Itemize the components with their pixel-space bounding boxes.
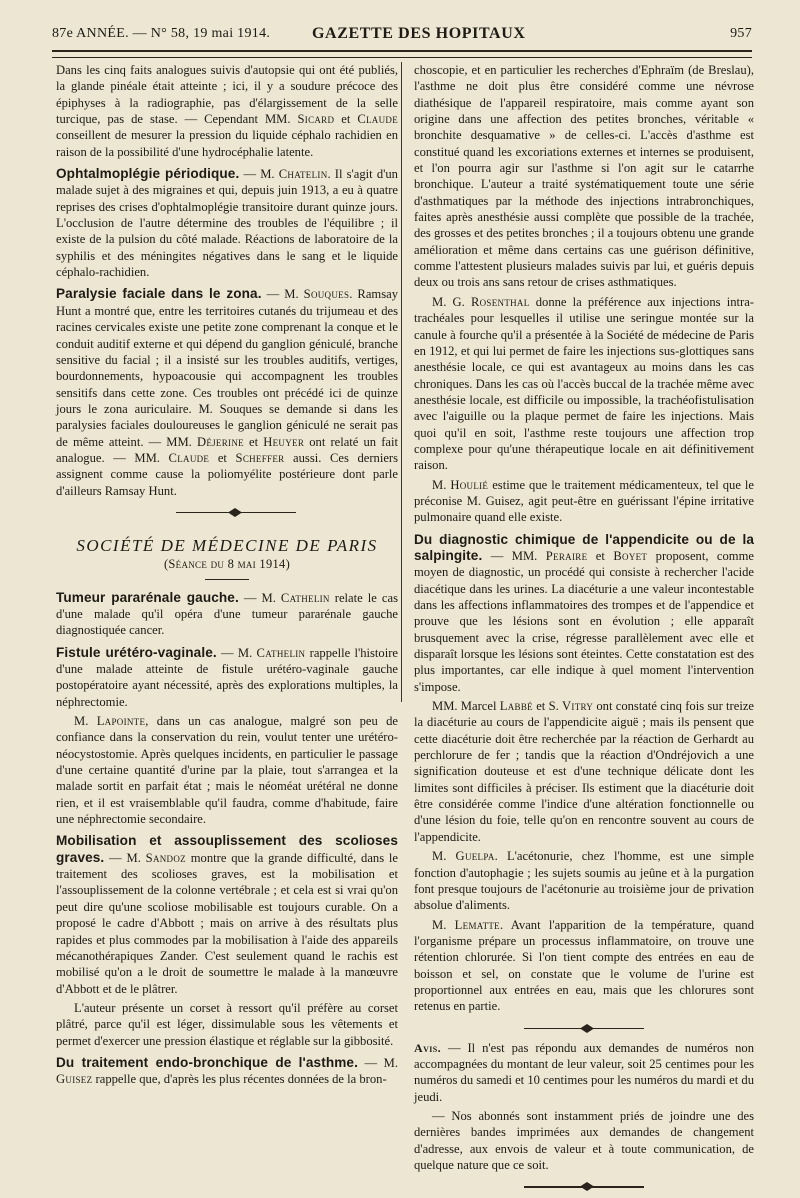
- entry-scolioses: Mobilisation et assouplissement des scolioses graves. — M. Sandoz montre que la grande difficulté, dans le traitement des scolioses graves, est la mobilisation et l'assouplissement de la colonne vertébrale ; et cela est si vrai qu'on peut dire qu'une scoliose mobilisable est toujours curable. On a proposé le cadre d'Abbott ; mais on arrive à des résultats plus rapides et plus commodes par la mobilisation à l'aide des appareils mécanothérapiques Zander. C'est seulement quand le rachis est mobilisé qu'on a le droit de soumettre le malade à la manœuvre d'Abbott et de le plâtrer.: [56, 833, 399, 996]
- right-column: [414, 62, 755, 1172]
- entry-title: Ophtalmoplégie périodique.: [56, 166, 240, 182]
- paragraph-guelpa: M. Guelpa. L'acétonurie, chez l'homme, est une simple fonction d'autophagie ; les sujets soumis au jeûne et à la purgation font presque toujours de l'acétonurie au troisième jour de privation absolue d'aliments.: [414, 849, 754, 913]
- entry-title: Du traitement endo-bronchique de l'asthme.: [56, 1054, 358, 1070]
- paragraph-lematte: M. Lematte. Avant l'apparition de la température, quand l'organisme prépare un processus inflammatoire, on trouve une rétention chlorurée. Si l'on tient compte des entrées en eau de boisson et sel, on constate que le volume de l'urine est proportionnel aux entrées en eau, mais que les chlorures sont retenus en partie.: [414, 917, 755, 1014]
- entry-diagnostic-chimique: Du diagnostic chimique de l'appendicite ou de la salpingite. — MM. Peraire et Boyet proposent, comme moyen de diagnostic, un procédé qui consiste à rechercher l'acide diacétique dans les urines. La diacéturie a une valeur incontestable dans les affections inflammatoires des trompes et de l'appendice et prouve que les lésions sont en évolution ; elle apparaît brusquement avec la crise, régresse parallèlement avec elle et disparaît lorsque les lésions sont éteintes. Cette constatation est des plus importantes, car elle indique à quel moment l'intervention s'impose.: [414, 531, 754, 694]
- paragraph-abonnes: — Nos abonnés sont instamment priés de joindre une des dernières bandes imprimées aux demandes de changement d'adresse, aux envois de valeur et à toute communication, de quelque nature que ce soit.: [414, 1108, 754, 1172]
- entry-asthme: Du traitement endo-bronchique de l'asthme. — M. Guisez rappelle que, d'après les plus récentes données de la bron-: [56, 1054, 398, 1087]
- paragraph-bronchoscopie: choscopie, et en particulier les recherches d'Ephraïm (de Breslau), l'asthme ne doit plus être considéré comme une névrose diathésique de l'appareil respiratoire, mais comme ayant son origine dans une affection des petites bronches, véritable « bronchite desquamative » de celles-ci. L'accès d'asthme est constitué quand les excoriations externes et internes se produisent, et l'on pourra agir sur l'asthme si l'on agit sur le catarrhe bronchique. L'auteur a traité systématiquement toute une série d'asthmatiques par la méthode des injections intrabronchiques, faites après anesthésie aussi complète que possible de la trachée, des grosses et des petites bronches ; il a toujours obtenu une grande amélioration et même dans certains cas une guérison définitive, comme l'attestent plusieurs malades suivis par lui, et guéris depuis deux ou trois ans sans retour de crises asthmatiques.: [414, 63, 754, 290]
- section-ornament: [414, 1018, 754, 1040]
- paragraph-houlie: M. Houlié estime que le traitement médicamenteux, tel que le préconise M. Guisez, agit peut-être en guérissant l'épine irritative pulmonaire quand elle existe.: [414, 477, 754, 525]
- section-ornament-end: [414, 1176, 754, 1198]
- entry-title: Paralysie faciale dans le zona.: [56, 286, 262, 302]
- avis-label: Avis.: [414, 1040, 442, 1055]
- journal-title: GAZETTE DES HOPITAUX: [312, 25, 526, 42]
- paragraph-avis: Avis. — Il n'est pas répondu aux demandes de numéros non accompagnées du montant de leur valeur, soit 25 centimes pour les numéros du samedi et 10 centimes pour les numéros du mardi et du jeudi.: [414, 1040, 754, 1104]
- seance-date: (Séance du 8 mai 1914): [163, 557, 291, 572]
- entry-title: Du diagnostic chimique de l'appendicite ou de la salpingite.: [414, 531, 754, 563]
- paragraph-corset: L'auteur présente un corset à ressort qu'il préfère au corset plâtré, parce qu'il est léger, dissimulable sous les vêtements et permet d'exercer une pression élastique et réglable sur la gibbosité.: [56, 1000, 398, 1048]
- header-rule-thin: [52, 57, 752, 58]
- section-ornament: [56, 502, 398, 524]
- society-heading: SOCIÉTÉ DE MÉDECINE DE PARIS: [76, 535, 378, 555]
- header-rule: [52, 50, 752, 52]
- paragraph-rosenthal: M. G. Rosenthal donne la préférence aux injections intra-trachéales pour lesquelles il utilise une seringue montée sur la canule à fourche qu'il a présentée à la Société de médecine de Paris en 1912, et qui lui permet de faire les injections sus-glottiques sans anesthésie locale, ce qui est avantageux au moins dans les cas chroniques. Dans les cas où l'accès buccal de la trachée même avec anesthésie locale, est difficile ou impossible, la trachéofistulisation avec l'aiguille ou la plaque permet de faire les injections. Mais quoi qu'il en soit, l'asthme reste toujours une affection trop complexe pour qu'une thérapeutique locale en ait définitivement raison.: [414, 294, 754, 473]
- column-divider: [401, 62, 402, 702]
- entry-ophtalmoplegie: Ophtalmoplégie périodique. — M. Chatelin. Il s'agit d'un malade sujet à des migraines et qui, depuis juin 1913, a eu à quatre reprises des crises d'ophtalmoplégie transitoire durant quinze jours. L'occlusion de l'autre détermine des troubles de l'équilibre ; il existe de la pulsion du côté malade. Réactions de laboratoire de la syphilis et des méningites négatives dans le sang et le liquide céphalo-rachidien.: [56, 166, 398, 280]
- entry-fistule: Fistule urétéro-vaginale. — M. Cathelin rappelle l'histoire d'une malade atteinte de fistule urétéro-vaginale gauche postopératoire ayant nécessité, après des explorations multiples, la néphrectomie.: [56, 644, 398, 709]
- entry-tumeur-pararenale: Tumeur pararénale gauche. — M. Cathelin relate le cas d'une malade qu'il opéra d'une tumeur pararénale gauche diagnostiquée cancer.: [56, 589, 398, 638]
- page-number: 957: [730, 26, 752, 41]
- entry-title: Tumeur pararénale gauche.: [56, 589, 239, 605]
- entry-title: Fistule urétéro-vaginale.: [56, 644, 217, 660]
- paragraph-lapointe: M. Lapointe, dans un cas analogue, malgré son peu de confiance dans la conservation du rein, voulut tenter une urétéro-néocystostomie. Après quelques incidents, en particulier le passage d'une certaine quantité d'urine par la plaie, tout s'arrangea et la malade sortit en parfait état ; mais le néoméat urétéral ne donne rien, et il est vraisemblable qu'il faudra, comme d'habitude, faire une néphrectomie secondaire.: [56, 714, 398, 827]
- entry-paralysie-faciale: Paralysie faciale dans le zona. — M. Souques. Ramsay Hunt a montré que, entre les territoires cutanés du trijumeau et des racines cervicales existe une petite zone comprenant la conque et le conduit auditif externe et qui dépend du ganglion géniculé, branche sensitive du facial ; il a insisté sur les troubles auditifs, vertiges, bourdonnements, hypoacousie qui accompagnent les troubles sensitifs dans cette zone. Ces troubles ont précédé ici de quinze jours le zona auriculaire. M. Souques se demande si dans les paralysies faciales douloureuses le ganglion géniculé ne serait pas de même atteint. — MM. Déjerine et Heuyer ont relaté un fait analogue. — MM. Claude et Scheffer aussi. Ces derniers assignent comme cause la poliomyélite postérieure dont parle d'ailleurs Ramsay Hunt.: [56, 286, 399, 498]
- paragraph-hydrocephalie: Dans les cinq faits analogues suivis d'autopsie qui ont été publiés, la glande pinéale était atteinte ; ici, il y a soudure précoce des épiphyses à la radiographie, pas d'élargissement de la selle turcique, pas de stase. — Cependant MM. Sicard et Claude conseillent de mesurer la pression du liquide céphalo rachidien en raison de la possibilité d'une hydrocéphalie latente.: [56, 63, 399, 159]
- entry-title: Mobilisation et assouplissement des scolioses graves.: [56, 833, 398, 865]
- left-column: [56, 62, 398, 1102]
- page-header: [52, 26, 752, 46]
- paragraph-labbe-vitry: MM. Marcel Labbé et S. Vitry ont constaté cinq fois sur treize la diacéturie au cours de l'appendicite aiguë ; mais ils pensent que cette diacéturie doit être recherchée par la réaction de Gerhardt au perchlorure de fer ; tandis que la réaction d'Ondréjovich a une signification douteuse et est d'une technique délicate dont les limites sont difficiles à préciser. Ils estiment que la diacéturie doit être considérée comme l'indice d'une altération fonctionnelle ou d'une lésion du foie, telle qu'on en rencontre souvent au cours de l'appendicite.: [414, 699, 754, 844]
- short-rule: [205, 579, 249, 580]
- issue-info: 87e ANNÉE. — N° 58, 19 mai 1914.: [52, 26, 271, 41]
